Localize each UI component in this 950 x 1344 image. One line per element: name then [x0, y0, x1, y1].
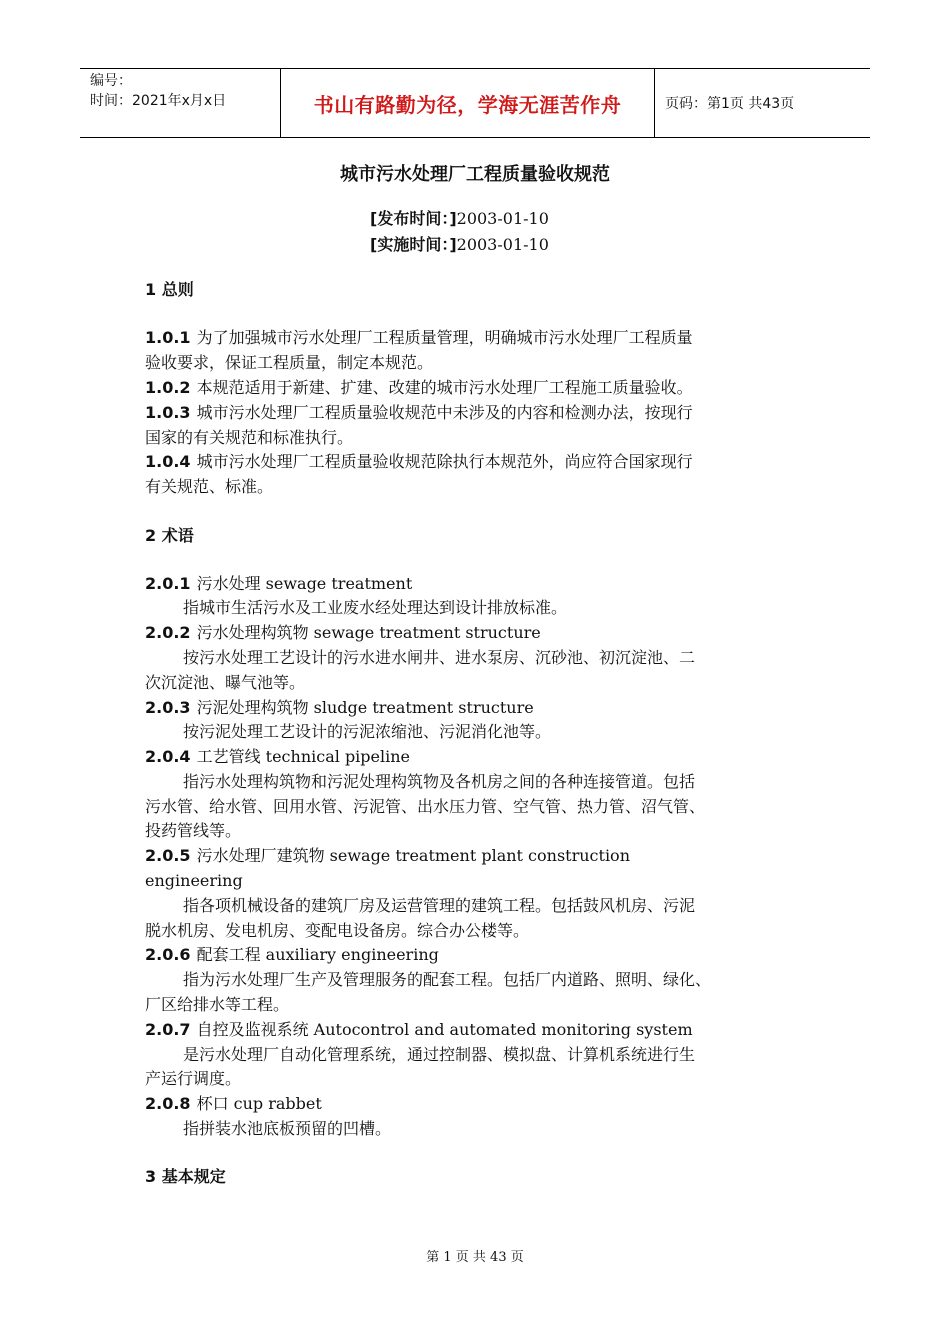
term-heading: 污水处理 sewage treatment: [196, 574, 413, 593]
clause-number: 1.0.4: [145, 452, 191, 471]
term-number: 2.0.6: [145, 945, 191, 964]
header-page-info: 页码：第1页 共43页: [665, 96, 795, 112]
publish-date: 2003-01-10: [456, 209, 549, 228]
term-definition: 脱水机房、发电机房、变配电设备房。综合办公楼等。: [145, 921, 530, 940]
clause-number: 1.0.1: [145, 328, 191, 347]
header-motto: 书山有路勤为径，学海无涯苦作舟: [281, 69, 655, 137]
clause: [145, 326, 693, 351]
term-definition: 按污泥处理工艺设计的污泥浓缩池、污泥消化池等。: [183, 722, 552, 741]
clause-text: 城市污水处理厂工程质量验收规范中未涉及的内容和检测办法，按现行: [196, 403, 693, 422]
term: [145, 844, 630, 869]
clause-number: 1.0.3: [145, 403, 191, 422]
clause-text: 有关规范、标准。: [145, 477, 274, 496]
term-definition: 按污水处理工艺设计的污水进水闸井、进水泵房、沉砂池、初沉淀池、二: [183, 648, 696, 667]
term-definition: 次沉淀池、曝气池等。: [145, 673, 306, 692]
term-definition: 指城市生活污水及工业废水经处理达到设计排放标准。: [183, 598, 568, 617]
term-heading: 杯口 cup rabbet: [196, 1094, 322, 1113]
publish-label: [发布时间：]: [370, 209, 457, 228]
effective-label: [实施时间：]: [370, 235, 457, 254]
term-number: 2.0.3: [145, 698, 191, 717]
term: [145, 1092, 322, 1117]
term: [145, 572, 412, 597]
term: [145, 745, 410, 770]
clause-text: 国家的有关规范和标准执行。: [145, 428, 354, 447]
time-label: 时间：2021年x月x日: [90, 93, 227, 109]
term-number: 2.0.8: [145, 1094, 191, 1113]
term-definition: 指拼装水池底板预留的凹槽。: [183, 1119, 392, 1138]
clause: [145, 450, 693, 475]
term-heading: 自控及监视系统 Autocontrol and automated monitoring system: [196, 1020, 693, 1039]
clause-text: 为了加强城市污水处理厂工程质量管理，明确城市污水处理厂工程质量: [196, 328, 693, 347]
term-definition: 投药管线等。: [145, 821, 242, 840]
section-heading: 3 基本规定: [145, 1167, 226, 1186]
header-meta: [80, 69, 281, 137]
term-number: 2.0.2: [145, 623, 191, 642]
publish-date-line: [370, 206, 549, 229]
term-heading: 污水处理厂建筑物 sewage treatment plant construction: [196, 846, 630, 865]
clause: [145, 376, 693, 401]
page-footer: 第 1 页 共 43 页: [426, 1250, 524, 1265]
term-number: 2.0.5: [145, 846, 191, 865]
term-heading: 配套工程 auxiliary engineering: [196, 945, 439, 964]
term-definition: 指污水处理构筑物和污泥处理构筑物及各机房之间的各种连接管道。包括: [183, 772, 696, 791]
term-heading: engineering: [145, 871, 243, 890]
term-definition: 厂区给排水等工程。: [145, 995, 290, 1014]
document-title: 城市污水处理厂工程质量验收规范: [340, 164, 610, 185]
term-number: 2.0.1: [145, 574, 191, 593]
term: [145, 1018, 693, 1043]
clause-number: 1.0.2: [145, 378, 191, 397]
term-heading: 污泥处理构筑物 sludge treatment structure: [196, 698, 534, 717]
term-number: 2.0.7: [145, 1020, 191, 1039]
term-heading: 污水处理构筑物 sewage treatment structure: [196, 623, 541, 642]
section-heading: 2 术语: [145, 526, 194, 545]
term-number: 2.0.4: [145, 747, 191, 766]
term-definition: 污水管、给水管、回用水管、污泥管、出水压力管、空气管、热力管、沼气管、: [145, 797, 706, 816]
term: [145, 621, 541, 646]
effective-date: 2003-01-10: [456, 235, 549, 254]
term-definition: 是污水处理厂自动化管理系统，通过控制器、模拟盘、计算机系统进行生: [183, 1045, 696, 1064]
term-definition: 产运行调度。: [145, 1069, 242, 1088]
section-heading: 1 总则: [145, 280, 194, 299]
clause: [145, 401, 693, 426]
code-label: 编号：: [90, 73, 132, 89]
term: [145, 943, 439, 968]
term: [145, 696, 534, 721]
page-header: [80, 68, 870, 138]
clause-text: 本规范适用于新建、扩建、改建的城市污水处理厂工程施工质量验收。: [196, 378, 693, 397]
term-definition: 指各项机械设备的建筑厂房及运营管理的建筑工程。包括鼓风机房、污泥: [183, 896, 696, 915]
effective-date-line: [370, 232, 549, 255]
term-heading: 工艺管线 technical pipeline: [196, 747, 411, 766]
clause-text: 城市污水处理厂工程质量验收规范除执行本规范外，尚应符合国家现行: [196, 452, 693, 471]
clause-text: 验收要求，保证工程质量，制定本规范。: [145, 353, 434, 372]
term-definition: 指为污水处理厂生产及管理服务的配套工程。包括厂内道路、照明、绿化、: [183, 970, 712, 989]
